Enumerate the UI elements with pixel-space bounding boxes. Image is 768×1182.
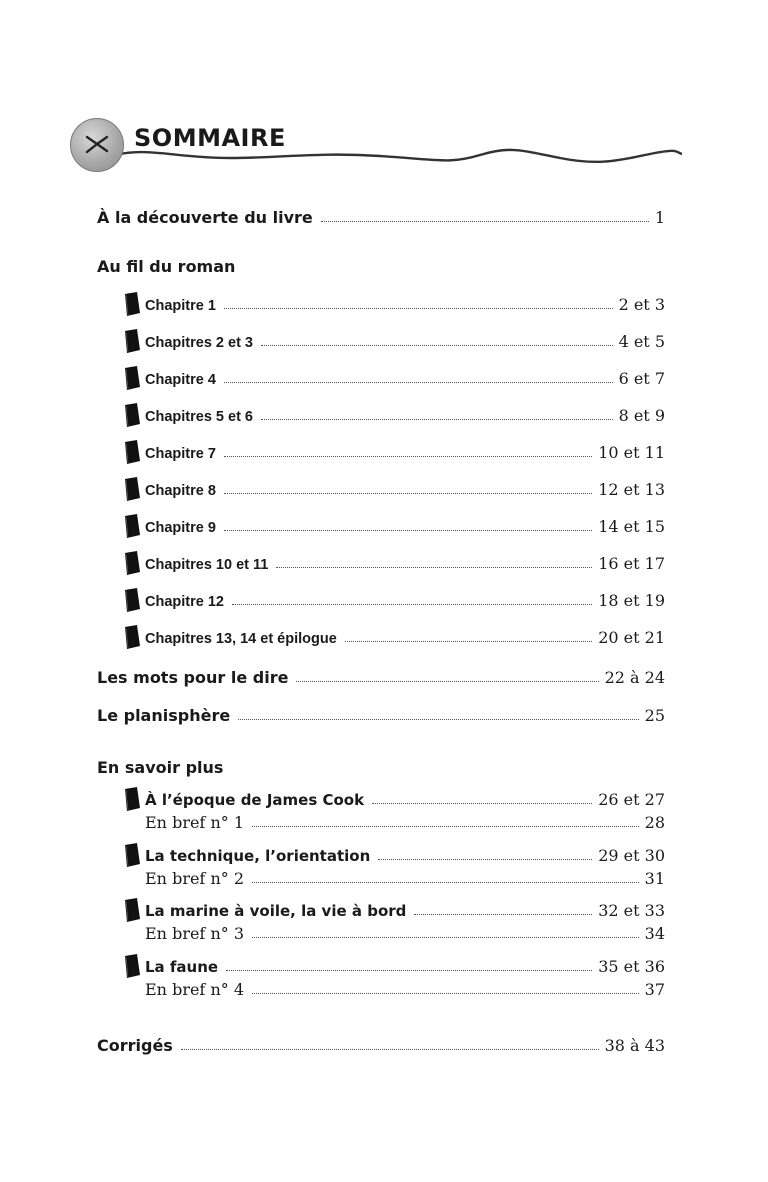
toc-label: Chapitres 2 et 3 — [145, 335, 253, 351]
leader-dots — [224, 382, 613, 383]
toc-page: 25 — [644, 706, 665, 725]
toc-page: 35 et 36 — [598, 956, 665, 976]
book-bullet-icon — [123, 954, 141, 978]
leader-dots — [226, 970, 592, 971]
toc-entry-topic[interactable] — [145, 846, 665, 865]
toc-entry-chapter[interactable] — [145, 591, 665, 610]
toc-label: Chapitre 4 — [145, 372, 216, 388]
book-bullet-icon — [123, 898, 141, 922]
toc-label: Chapitre 8 — [145, 483, 216, 499]
book-bullet-icon — [123, 625, 141, 649]
toc-page: 6 et 7 — [618, 369, 665, 388]
toc-page: 4 et 5 — [618, 332, 665, 351]
toc-entry-bref[interactable] — [145, 869, 665, 888]
toc-page: 14 et 15 — [598, 517, 665, 536]
toc-entry-chapter[interactable] — [145, 480, 665, 499]
toc-page: 16 et 17 — [598, 554, 665, 573]
toc-entry-corriges[interactable] — [97, 1036, 665, 1055]
leader-dots — [261, 419, 613, 420]
toc-label: La faune — [145, 957, 219, 976]
book-bullet-icon — [123, 366, 141, 390]
toc-entry-planisphere[interactable] — [97, 706, 665, 725]
book-bullet-icon — [123, 329, 141, 353]
leader-dots — [252, 826, 639, 827]
leader-dots — [261, 345, 613, 346]
toc-label: Chapitre 7 — [145, 446, 216, 462]
leader-dots — [224, 456, 592, 457]
leader-dots — [181, 1049, 599, 1050]
book-bullet-icon — [123, 787, 141, 811]
toc-page: 12 et 13 — [598, 480, 665, 499]
book-bullet-icon — [123, 843, 141, 867]
toc-label: Le planisphère — [97, 706, 231, 725]
toc-entry-chapter[interactable] — [145, 406, 665, 425]
toc-entry-topic[interactable] — [145, 790, 665, 809]
leader-dots — [224, 530, 592, 531]
leader-dots — [252, 882, 639, 883]
toc-label: Chapitres 5 et 6 — [145, 409, 253, 425]
toc-page: 38 à 43 — [604, 1036, 665, 1055]
toc-label: Chapitres 13, 14 et épilogue — [145, 631, 337, 647]
book-bullet-icon — [123, 588, 141, 612]
toc-entry-chapter[interactable] — [145, 628, 665, 647]
section-heading-fil: Au fil du roman — [97, 257, 236, 276]
toc-page: 26 et 27 — [598, 790, 665, 809]
leader-dots — [252, 993, 639, 994]
leader-dots — [232, 604, 592, 605]
header-badge — [70, 118, 124, 172]
toc-label: Corrigés — [97, 1036, 173, 1055]
toc-entry-bref[interactable] — [145, 924, 665, 943]
toc-entry-chapter[interactable] — [145, 369, 665, 388]
toc-entry-chapter[interactable] — [145, 443, 665, 462]
leader-dots — [296, 681, 598, 682]
toc-label: En bref n° 3 — [145, 924, 245, 943]
toc-entry-chapter[interactable] — [145, 295, 665, 314]
leader-dots — [238, 719, 638, 720]
leader-dots — [414, 914, 592, 915]
book-bullet-icon — [123, 440, 141, 464]
leader-dots — [321, 221, 649, 222]
leader-dots — [345, 641, 592, 642]
toc-page: 2 et 3 — [618, 295, 665, 314]
toc-label: Chapitre 12 — [145, 594, 224, 610]
toc-page: 28 — [644, 813, 665, 832]
toc-label: Chapitres 10 et 11 — [145, 557, 269, 573]
cross-icon — [71, 119, 123, 171]
toc-page: 20 et 21 — [598, 628, 665, 647]
toc-page: 32 et 33 — [598, 901, 665, 920]
toc-label: À la découverte du livre — [97, 208, 313, 227]
toc-label: Les mots pour le dire — [97, 668, 289, 687]
leader-dots — [224, 308, 613, 309]
toc-label: La technique, l’orientation — [145, 846, 371, 865]
section-heading-savoir: En savoir plus — [97, 758, 224, 777]
leader-dots — [378, 859, 592, 860]
toc-page: 8 et 9 — [618, 406, 665, 425]
page-title: SOMMAIRE — [134, 124, 286, 152]
toc-page: 34 — [644, 924, 665, 943]
toc-label: Chapitre 9 — [145, 520, 216, 536]
book-bullet-icon — [123, 514, 141, 538]
toc-entry-decouverte[interactable] — [97, 208, 665, 227]
toc-entry-mots[interactable] — [97, 668, 665, 687]
toc-label: En bref n° 1 — [145, 813, 245, 832]
toc-page: 29 et 30 — [598, 845, 665, 865]
toc-label: À l’époque de James Cook — [145, 791, 365, 809]
toc-entry-topic[interactable] — [145, 957, 665, 976]
leader-dots — [372, 803, 592, 804]
leader-dots — [252, 937, 639, 938]
toc-page: 31 — [644, 868, 665, 888]
toc-entry-topic[interactable] — [145, 901, 665, 920]
toc-entry-bref[interactable] — [145, 980, 665, 999]
book-bullet-icon — [123, 403, 141, 427]
book-bullet-icon — [123, 477, 141, 501]
toc-label: En bref n° 4 — [145, 979, 245, 999]
toc-page: 10 et 11 — [598, 443, 665, 462]
toc-label: En bref n° 2 — [145, 868, 245, 888]
toc-entry-chapter[interactable] — [145, 554, 665, 573]
toc-entry-bref[interactable] — [145, 813, 665, 832]
toc-label: La marine à voile, la vie à bord — [145, 902, 407, 920]
leader-dots — [224, 493, 592, 494]
toc-label: Chapitre 1 — [145, 298, 216, 314]
book-bullet-icon — [123, 551, 141, 575]
toc-page: 22 à 24 — [604, 668, 665, 687]
page-header — [68, 116, 680, 176]
leader-dots — [276, 567, 592, 568]
toc-entry-chapter[interactable] — [145, 517, 665, 536]
book-bullet-icon — [123, 292, 141, 316]
toc-page: 37 — [644, 979, 665, 999]
toc-page: 18 et 19 — [598, 591, 665, 610]
toc-entry-chapter[interactable] — [145, 332, 665, 351]
toc-page: 1 — [654, 208, 665, 227]
